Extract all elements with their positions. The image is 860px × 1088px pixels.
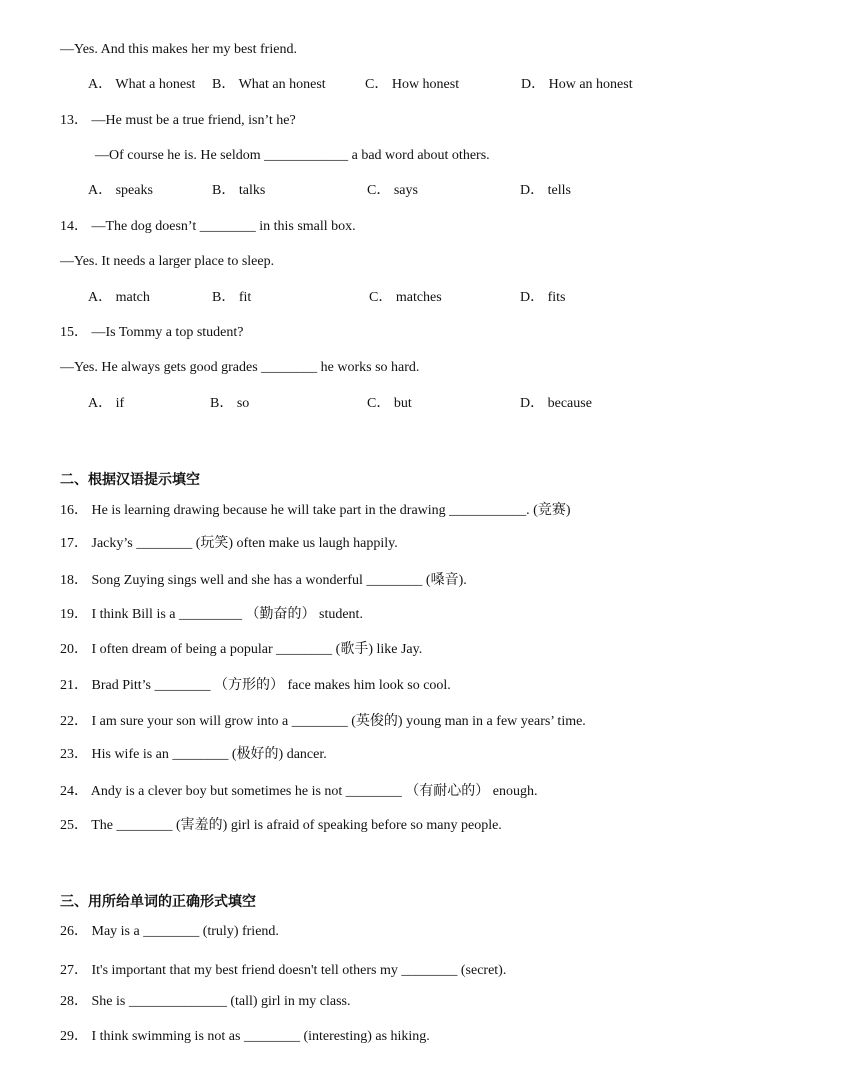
section2-item-24: 24． Andy is a clever boy but sometimes he is not ________ （有耐心的） enough. (60, 784, 538, 799)
q15-option-d: D． because (520, 396, 592, 411)
section2-item-16: 16． He is learning drawing because he will take part in the drawing ___________. (竞赛) (60, 503, 571, 518)
section3-item-29: 29． I think swimming is not as ________ (interesting) as hiking. (60, 1029, 430, 1044)
q13-option-c: C． says (367, 183, 418, 198)
section2-item-25: 25． The ________ (害羞的) girl is afraid of speaking before so many people. (60, 818, 502, 833)
q14-answer-line: —Yes. It needs a larger place to sleep. (60, 254, 275, 269)
section3-item-28: 28． She is ______________ (tall) girl in my class. (60, 994, 351, 1009)
q12-answer-line: —Yes. And this makes her my best friend. (60, 42, 297, 57)
section2-item-23: 23． His wife is an ________ (极好的) dancer. (60, 747, 327, 762)
q14-option-b: B． fit (212, 290, 252, 305)
q15-option-a: A． if (88, 396, 125, 411)
section2-heading: 二、根据汉语提示填空 (60, 472, 200, 488)
section2-item-20: 20． I often dream of being a popular ________ (歌手) like Jay. (60, 642, 423, 657)
q12-option-d: D． How an honest (521, 77, 633, 92)
q12-option-c: C． How honest (365, 77, 460, 92)
q13-option-d: D． tells (520, 183, 571, 198)
q15-option-c: C． but (367, 396, 412, 411)
q14-option-c: C． matches (369, 290, 442, 305)
q15-option-b: B． so (210, 396, 250, 411)
section2-item-22: 22． I am sure your son will grow into a ________ (英俊的) young man in a few years’ time. (60, 714, 586, 729)
q15-answer-line: —Yes. He always gets good grades ________ he works so hard. (60, 360, 420, 375)
section2-item-19: 19． I think Bill is a _________ （勤奋的） student. (60, 607, 363, 622)
q15-question: 15． —Is Tommy a top student? (60, 325, 244, 340)
section3-item-26: 26． May is a ________ (truly) friend. (60, 924, 279, 939)
section3-heading: 三、用所给单词的正确形式填空 (60, 894, 256, 910)
q12-option-a: A． What a honest (88, 77, 196, 92)
q13-answer-line: —Of course he is. He seldom ____________ a bad word about others. (95, 148, 490, 163)
section2-item-17: 17． Jacky’s ________ (玩笑) often make us laugh happily. (60, 536, 398, 551)
q13-option-b: B． talks (212, 183, 266, 198)
section3-item-27: 27． It's important that my best friend doesn't tell others my ________ (secret). (60, 963, 507, 978)
section2-item-18: 18． Song Zuying sings well and she has a wonderful ________ (嗓音). (60, 573, 467, 588)
q14-option-a: A． match (88, 290, 150, 305)
q13-option-a: A． speaks (88, 183, 153, 198)
q13-question: 13． —He must be a true friend, isn’t he? (60, 113, 296, 128)
q14-question: 14． —The dog doesn’t ________ in this small box. (60, 219, 356, 234)
q12-option-b: B． What an honest (212, 77, 326, 92)
q14-option-d: D． fits (520, 290, 566, 305)
section2-item-21: 21． Brad Pitt’s ________ （方形的） face makes him look so cool. (60, 678, 451, 693)
